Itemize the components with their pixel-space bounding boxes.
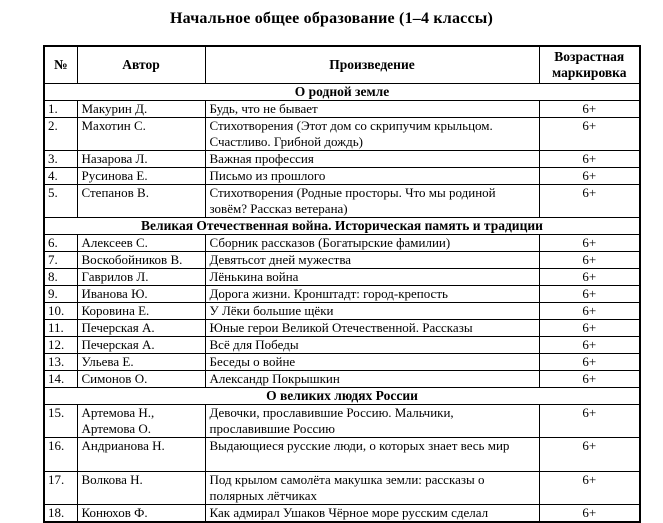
table-row xyxy=(44,337,640,354)
work-cell: Письмо из прошлого xyxy=(205,168,539,185)
author-cell: Печерская А. xyxy=(77,337,205,354)
work-cell: Лёнькина война xyxy=(205,269,539,286)
column-header-author: Автор xyxy=(77,46,205,84)
work-cell: Девятьсот дней мужества xyxy=(205,252,539,269)
age-marking-cell: 6+ xyxy=(539,354,640,371)
row-number-cell: 3. xyxy=(44,151,77,168)
work-cell: Стихотворения (Родные просторы. Что мы родиной зовём? Рассказ ветерана) xyxy=(205,185,539,218)
author-cell: Ульева Е. xyxy=(77,354,205,371)
work-cell: Будь, что не бывает xyxy=(205,101,539,118)
row-number-cell: 12. xyxy=(44,337,77,354)
table-row xyxy=(44,354,640,371)
author-cell: Коровина Е. xyxy=(77,303,205,320)
table-row xyxy=(44,168,640,185)
section-title: О родной земле xyxy=(44,84,640,101)
table-row xyxy=(44,101,640,118)
row-number-cell: 16. xyxy=(44,438,77,472)
table-row xyxy=(44,303,640,320)
work-cell: Выдающиеся русские люди, о которых знает весь мир xyxy=(205,438,539,472)
table-row xyxy=(44,151,640,168)
work-cell: Юные герои Великой Отечественной. Рассказы xyxy=(205,320,539,337)
table-body xyxy=(44,84,640,523)
age-marking-cell: 6+ xyxy=(539,286,640,303)
row-number-cell: 4. xyxy=(44,168,77,185)
author-cell: Андрианова Н. xyxy=(77,438,205,472)
work-cell: Александр Покрышкин xyxy=(205,371,539,388)
author-cell: Симонов О. xyxy=(77,371,205,388)
work-cell: Девочки, прославившие Россию. Мальчики, прославившие Россию xyxy=(205,405,539,438)
author-cell: Макурин Д. xyxy=(77,101,205,118)
section-header-row xyxy=(44,388,640,405)
reading-list-table xyxy=(43,45,641,523)
table-row xyxy=(44,438,640,472)
table-row xyxy=(44,269,640,286)
age-marking-cell: 6+ xyxy=(539,269,640,286)
work-cell: Под крылом самолёта макушка земли: рассказы о полярных лётчиках xyxy=(205,472,539,505)
author-cell: Воскобойников В. xyxy=(77,252,205,269)
table-row xyxy=(44,118,640,151)
row-number-cell: 10. xyxy=(44,303,77,320)
page-title: Начальное общее образование (1–4 классы) xyxy=(170,10,493,27)
row-number-cell: 15. xyxy=(44,405,77,438)
work-cell: Стихотворения (Этот дом со скрипучим крыльцом. Счастливо. Грибной дождь) xyxy=(205,118,539,151)
age-marking-cell: 6+ xyxy=(539,168,640,185)
author-cell: Степанов В. xyxy=(77,185,205,218)
table-row xyxy=(44,235,640,252)
column-header-age: Возрастная маркировка xyxy=(539,46,640,84)
work-cell: Сборник рассказов (Богатырские фамилии) xyxy=(205,235,539,252)
work-cell: Беседы о войне xyxy=(205,354,539,371)
row-number-cell: 5. xyxy=(44,185,77,218)
author-cell: Конюхов Ф. xyxy=(77,505,205,523)
row-number-cell: 11. xyxy=(44,320,77,337)
age-marking-cell: 6+ xyxy=(539,303,640,320)
age-marking-cell: 6+ xyxy=(539,235,640,252)
author-cell: Махотин С. xyxy=(77,118,205,151)
column-header-number: № xyxy=(44,46,77,84)
age-marking-cell: 6+ xyxy=(539,438,640,472)
age-marking-cell: 6+ xyxy=(539,118,640,151)
author-cell: Алексеев С. xyxy=(77,235,205,252)
author-cell: Гаврилов Л. xyxy=(77,269,205,286)
author-cell: Иванова Ю. xyxy=(77,286,205,303)
row-number-cell: 17. xyxy=(44,472,77,505)
section-header-row xyxy=(44,218,640,235)
age-marking-cell: 6+ xyxy=(539,405,640,438)
author-cell: Назарова Л. xyxy=(77,151,205,168)
age-marking-cell: 6+ xyxy=(539,337,640,354)
age-marking-cell: 6+ xyxy=(539,101,640,118)
row-number-cell: 14. xyxy=(44,371,77,388)
age-marking-cell: 6+ xyxy=(539,371,640,388)
age-marking-cell: 6+ xyxy=(539,185,640,218)
row-number-cell: 13. xyxy=(44,354,77,371)
author-cell: Волкова Н. xyxy=(77,472,205,505)
section-header-row xyxy=(44,84,640,101)
work-cell: У Лёки большие щёки xyxy=(205,303,539,320)
section-title: Великая Отечественная война. Историческая память и традиции xyxy=(44,218,640,235)
author-cell: Печерская А. xyxy=(77,320,205,337)
author-cell: Артемова Н., Артемова О. xyxy=(77,405,205,438)
work-cell: Всё для Победы xyxy=(205,337,539,354)
table-row xyxy=(44,505,640,523)
row-number-cell: 8. xyxy=(44,269,77,286)
row-number-cell: 9. xyxy=(44,286,77,303)
age-marking-cell: 6+ xyxy=(539,320,640,337)
age-marking-cell: 6+ xyxy=(539,472,640,505)
age-marking-cell: 6+ xyxy=(539,252,640,269)
table-row xyxy=(44,252,640,269)
table-row xyxy=(44,320,640,337)
column-header-work: Произведение xyxy=(205,46,539,84)
row-number-cell: 2. xyxy=(44,118,77,151)
age-marking-cell: 6+ xyxy=(539,505,640,523)
work-cell: Дорога жизни. Кронштадт: город-крепость xyxy=(205,286,539,303)
table-row xyxy=(44,286,640,303)
row-number-cell: 1. xyxy=(44,101,77,118)
table-header-row xyxy=(44,46,640,84)
work-cell: Как адмирал Ушаков Чёрное море русским сделал xyxy=(205,505,539,523)
table-row xyxy=(44,405,640,438)
age-marking-cell: 6+ xyxy=(539,151,640,168)
table-row xyxy=(44,371,640,388)
row-number-cell: 7. xyxy=(44,252,77,269)
row-number-cell: 18. xyxy=(44,505,77,523)
author-cell: Русинова Е. xyxy=(77,168,205,185)
section-title: О великих людях России xyxy=(44,388,640,405)
row-number-cell: 6. xyxy=(44,235,77,252)
table-row xyxy=(44,185,640,218)
work-cell: Важная профессия xyxy=(205,151,539,168)
